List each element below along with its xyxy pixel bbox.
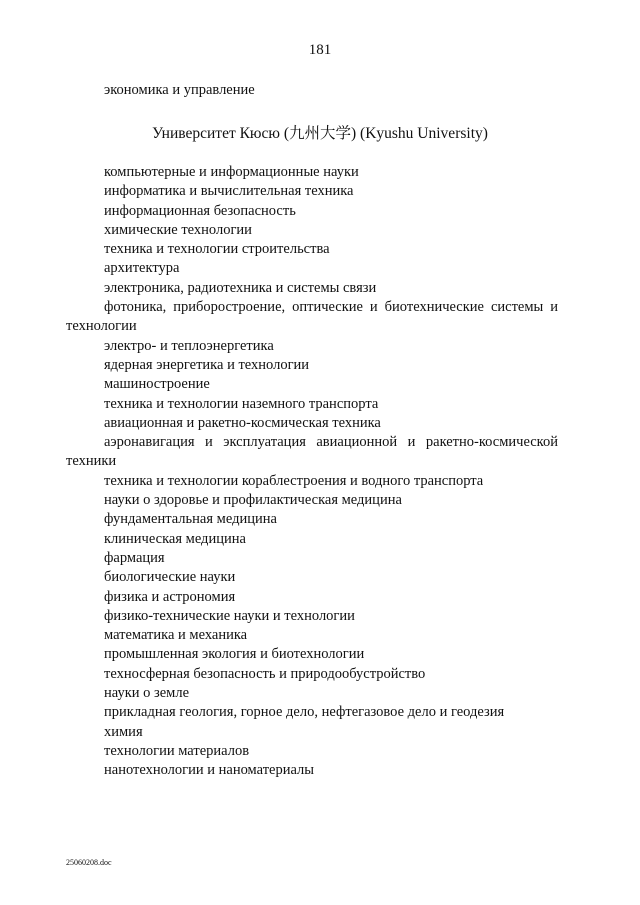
list-item: техника и технологии наземного транспорта [104,395,379,412]
list-item: фармация [104,549,165,566]
list-item: ядерная энергетика и технологии [104,356,310,373]
list-item: фотоника, приборостроение, оптические и биотехнические системы и технологии [66,299,558,335]
list-item: физико-технические науки и технологии [104,607,355,624]
page-number: 181 [308,42,332,58]
university-heading: Университет Кюсю (九州大学) (Kyushu University) [152,125,488,142]
list-item: технологии материалов [104,742,250,759]
list-item: биологические науки [104,569,236,586]
list-item: техносферная безопасность и природообустройство [104,665,426,682]
list-item: информатика и вычислительная техника [104,183,354,200]
list-item: нанотехнологии и наноматериалы [104,762,315,779]
list-item: фундаментальная медицина [104,511,277,528]
list-item: техника и технологии строительства [104,241,330,258]
list-item: архитектура [104,260,180,277]
program-list [66,163,558,781]
list-item: математика и механика [104,627,248,644]
list-item: промышленная экология и биотехнологии [104,646,365,663]
list-item: науки о земле [104,685,190,702]
list-item: аэронавигация и эксплуатация авиационной и ракетно-космической техники [66,434,558,470]
list-item: машиностроение [104,376,210,393]
list-item: химические технологии [104,221,252,238]
list-item: клиническая медицина [104,530,246,547]
footer-filename: 25060208.doc [66,858,112,867]
list-item: физика и астрономия [104,588,236,605]
list-item: техника и технологии кораблестроения и водного транспорта [104,472,484,489]
list-item: науки о здоровье и профилактическая медицина [104,492,402,509]
list-item: авиационная и ракетно-космическая техника [104,414,381,431]
list-item: электро- и теплоэнергетика [104,337,274,354]
list-item: прикладная геология, горное дело, нефтегазовое дело и геодезия [104,704,505,721]
list-item: химия [104,723,143,740]
lead-line-program: экономика и управление [104,82,255,98]
list-item: информационная безопасность [104,202,296,219]
list-item: компьютерные и информационные науки [104,164,359,180]
list-item: электроника, радиотехника и системы связи [104,279,377,296]
